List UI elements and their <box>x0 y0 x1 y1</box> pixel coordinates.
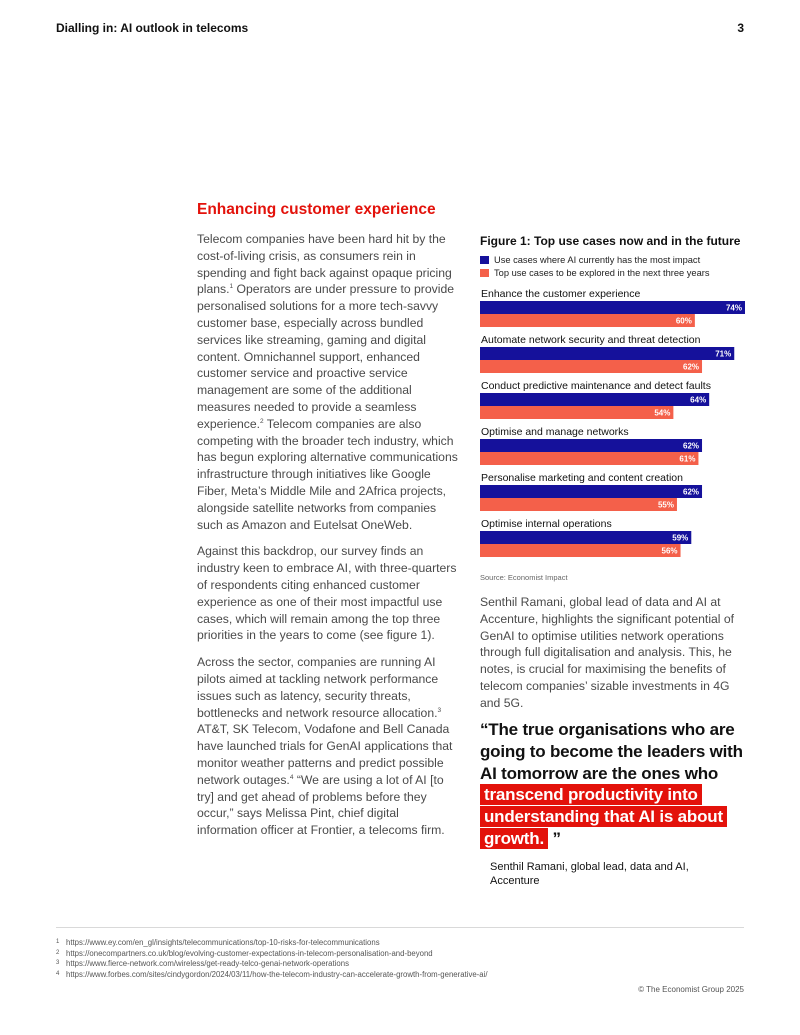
footnote-ref-2: 2 <box>260 417 264 425</box>
bar <box>480 360 702 373</box>
category-label: Automate network security and threat detection <box>481 334 701 346</box>
footnote-2: 2 https://onecompartners.co.uk/blog/evolving-customer-expectations-in-telecom-personalisation-and-beyond <box>56 948 433 958</box>
body-paragraph-1: Telecom companies have been hard hit by the cost-of-living crisis, as consumers rein in spending and fight back against opaque pricing plans.$^1$ Operators are under pressure to provide personalised solutions for a more tech-savvy customer base, especially across bundled services like streaming, gaming and digital content. Omnichannel support, enhanced customer service and proactive service management are some of the additional measures needed to provide a seamless experience.$^2$ Telecom companies are also competing with the broader tech industry, which has begun exploring alternative communications infrastructure through initiatives like Google Fiber, Meta’s Middle Mile and 2Africa projects, alongside satellite networks from companies such as Amazon and Eutelsat OneWeb. <box>197 232 458 532</box>
footnote-1: 1 https://www.ey.com/en_gl/insights/telecommunications/top-10-risks-for-telecommunications <box>56 938 380 947</box>
legend-swatch-future <box>480 269 489 277</box>
footnote-link[interactable]: https://onecompartners.co.uk/blog/evolving-customer-expectations-in-telecom-personalisation-and-beyond <box>66 948 433 958</box>
bar-chart <box>480 284 745 566</box>
bar <box>480 452 698 465</box>
legend-label-future: Top use cases to be explored in the next three years <box>494 267 710 278</box>
footnote-ref-3: 3 <box>437 706 442 714</box>
bar-value-label: 71% <box>715 349 732 359</box>
running-header-title: Dialling in: AI outlook in telecoms <box>56 21 249 35</box>
bar-value-label: 60% <box>675 316 692 326</box>
body-paragraph-2: Against this backdrop, our survey finds an industry keen to embrace AI, with three-quarters of respondents citing enhanced customer experience as one of their most impactful use cases, which will remain among the top three priorities in the years to come (see figure 1). <box>197 544 457 643</box>
bar <box>480 544 681 557</box>
bar <box>480 301 745 314</box>
legend-item-future <box>480 266 710 279</box>
bar <box>480 531 691 544</box>
bar-value-label: 74% <box>725 303 742 313</box>
bar <box>480 347 734 360</box>
category-label: Personalise marketing and content creation <box>481 472 683 484</box>
bar-value-label: 64% <box>690 395 707 405</box>
bar-value-label: 62% <box>683 362 700 372</box>
footnote-ref-1: 1 <box>229 283 234 291</box>
bar-value-label: 54% <box>654 408 671 418</box>
bar <box>480 498 677 511</box>
section-heading: Enhancing customer experience <box>197 201 436 218</box>
body-text-left <box>197 231 462 849</box>
legend-item-current <box>480 253 710 266</box>
pull-quote-highlight: transcend productivity into understanding that AI is about growth. <box>480 784 727 849</box>
bar <box>480 393 709 406</box>
bar-value-label: 55% <box>657 500 674 510</box>
category-label: Optimise internal operations <box>481 518 612 530</box>
body-text-right <box>480 594 735 712</box>
footnote-link[interactable]: https://www.forbes.com/sites/cindygordon/2024/03/11/how-the-telecom-industry-can-accelerate-growth-from-generative-ai/ <box>66 969 488 979</box>
page-number: 3 <box>737 21 744 35</box>
bar-value-label: 59% <box>672 533 689 543</box>
category-label: Optimise and manage networks <box>481 426 629 438</box>
category-label: Enhance the customer experience <box>481 288 641 300</box>
footnote-ref-4: 4 <box>289 773 294 781</box>
figure-title: Figure 1: Top use cases now and in the future <box>480 234 741 248</box>
bar <box>480 406 673 419</box>
bar-value-label: 62% <box>683 441 700 451</box>
bar <box>480 439 702 452</box>
footnote-link[interactable]: https://www.ey.com/en_gl/insights/telecommunications/top-10-risks-for-telecommunications <box>66 938 380 947</box>
body-paragraph-4: Senthil Ramani, global lead of data and AI at Accenture, highlights the significant potential of GenAI to optimise utilities network operations through full digitalisation and analysis. This, he notes, is crucial for maximising the benefits of telecom companies’ sizable investments in 4G and 5G. <box>480 595 735 710</box>
bar <box>480 314 695 327</box>
footnote-divider <box>56 927 744 928</box>
bar <box>480 485 702 498</box>
bar-value-label: 61% <box>679 454 696 464</box>
pull-quote-text: “The true organisations who are going to become the leaders with AI tomorrow are the ones who <box>480 720 743 783</box>
footnote-4: 4 https://www.forbes.com/sites/cindygordon/2024/03/11/how-the-telecom-industry-can-accelerate-growth-from-generative-ai/ <box>56 969 488 979</box>
footnote-link[interactable]: https://www.fierce-network.com/wireless/get-ready-telco-genai-network-operations <box>66 959 349 968</box>
chart-legend <box>480 253 710 279</box>
legend-swatch-current <box>480 256 489 264</box>
category-label: Conduct predictive maintenance and detect faults <box>481 380 711 392</box>
copyright: © The Economist Group 2025 <box>638 985 744 994</box>
legend-label-current: Use cases where AI currently has the most impact <box>494 254 701 265</box>
body-paragraph-3: Across the sector, companies are running AI pilots aimed at tackling network performance issues such as latency, security threats, bottlenecks and network resource allocation.$^3$ AT&T, SK Telecom, Vodafone and Bell Canada have launched trials for GenAI applications that monitor weather patterns and predict possible network outages.$^4$ “We are using a lot of AI [to try] and get ahead of problems before they occur,” says Melissa Pint, chief digital information officer at Frontier, a telecoms firm. <box>197 655 453 838</box>
pull-quote-close: ” <box>547 828 561 848</box>
quote-attribution: Senthil Ramani, global lead, data and AI, Accenture <box>490 861 689 887</box>
bar-value-label: 62% <box>683 487 700 497</box>
footnotes <box>56 938 488 980</box>
chart-source: Source: Economist Impact <box>480 573 568 582</box>
bar-value-label: 56% <box>661 546 678 556</box>
pull-quote <box>480 719 745 850</box>
footnote-3: 3 https://www.fierce-network.com/wireless/get-ready-telco-genai-network-operations <box>56 959 349 968</box>
